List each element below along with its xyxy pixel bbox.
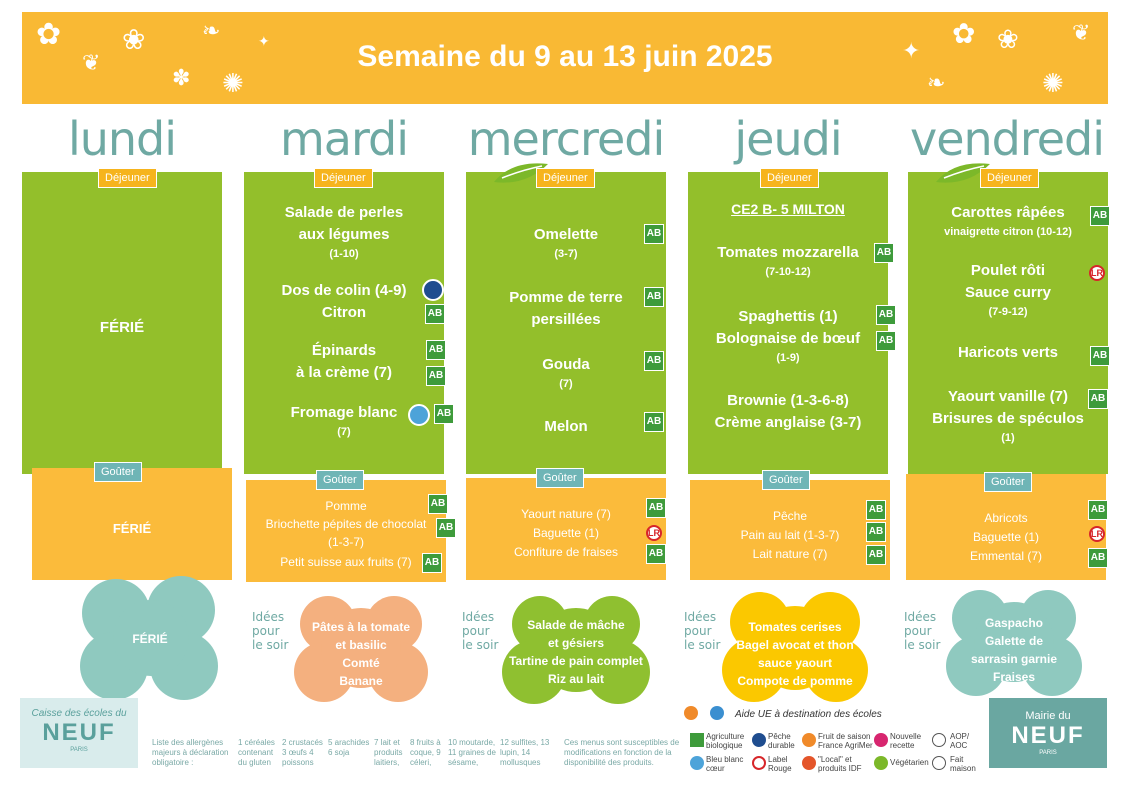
gouter-tag: Goûter xyxy=(536,468,584,488)
lunch-item: Pomme de terre persillées xyxy=(509,289,623,328)
idees-pour-le-soir: Idées pour le soir xyxy=(462,610,499,652)
bird-icon: ❧ xyxy=(927,70,946,95)
snack-item: Pêche xyxy=(772,509,808,523)
day-title-vendredi: vendredi xyxy=(909,112,1105,166)
bio-icon: AB xyxy=(876,331,896,351)
leaf-icon: ❦ xyxy=(1072,20,1091,45)
idees-pour-le-soir: Idées pour le soir xyxy=(904,610,941,652)
snack-item: Baguette (1) xyxy=(972,530,1040,544)
daisy-icon: ✺ xyxy=(1042,68,1064,98)
bio-icon: AB xyxy=(425,304,445,324)
nouvelle-recette-icon xyxy=(874,733,888,747)
vegetarien-icon xyxy=(874,756,888,770)
bleu-blanc-coeur-icon xyxy=(690,756,704,770)
snack-item: Petit suisse aux fruits (7) xyxy=(280,555,412,569)
lunch-panel-mardi xyxy=(244,172,444,474)
bio-icon: AB xyxy=(422,553,442,573)
bio-icon: AB xyxy=(644,412,664,432)
flower-icon: ✿ xyxy=(952,18,976,49)
bio-icon: AB xyxy=(646,498,666,518)
lunch-panel-vendredi xyxy=(908,172,1108,474)
bio-icon: AB xyxy=(434,404,454,424)
bio-icon: AB xyxy=(874,243,894,263)
snack-item: Emmental (7) xyxy=(969,549,1043,563)
butterfly-icon: ❀ xyxy=(122,24,146,55)
day-title-mardi: mardi xyxy=(279,112,409,166)
lunch-item: Épinards à la crème (7) xyxy=(296,342,392,381)
legend-label: Agriculture biologique xyxy=(706,732,745,750)
legend-label: Végétarien xyxy=(890,758,929,767)
peche-durable-icon xyxy=(422,279,444,301)
lunch-item: Yaourt vanille (7) Brisures de spéculos (1) xyxy=(932,388,1084,444)
aop-aoc-icon xyxy=(932,733,946,747)
mairie-du-neuf-logo: Mairie du NEUF PARIS xyxy=(989,698,1107,768)
bio-icon: AB xyxy=(644,224,664,244)
allergen-note: Ces menus sont susceptibles de modifications en fonction de la disponibilité des produits. xyxy=(564,738,680,767)
lunch-panel-mercredi xyxy=(466,172,666,474)
leaf-icon: ❦ xyxy=(82,50,101,75)
dejeuner-tag: Déjeuner xyxy=(980,168,1039,188)
bio-icon: AB xyxy=(644,287,664,307)
fait-maison-icon xyxy=(932,756,946,770)
allergen-note: 10 moutarde, 11 graines de sésame, xyxy=(448,738,496,767)
lunch-item: Dos de colin (4-9) Citron xyxy=(281,282,407,321)
snack-item: Pomme xyxy=(325,499,367,513)
peche-durable-icon xyxy=(752,733,766,747)
allergen-note: 8 fruits à coque, 9 céleri, xyxy=(410,738,441,767)
allergen-note: 5 arachides 6 soja xyxy=(328,738,370,757)
dejeuner-tag: Déjeuner xyxy=(98,168,157,188)
lunch-item: Fromage blanc (7) xyxy=(290,404,398,438)
allergen-note: 2 crustacés 3 œufs 4 poissons xyxy=(282,738,323,767)
label-rouge-icon: LR xyxy=(1089,265,1105,281)
sparkle-icon: ✦ xyxy=(902,38,921,63)
flower-icon: ✽ xyxy=(172,65,191,90)
lunch-item: Carottes râpées vinaigrette citron (10-12) xyxy=(944,204,1072,238)
label-rouge-icon: LR xyxy=(1089,526,1105,542)
aide-ue-icon xyxy=(684,706,698,720)
snack-panel-lundi xyxy=(32,468,232,580)
evening-menu: Tomates cerises Bagel avocat et thon sauce yaourt Compote de pomme xyxy=(736,620,854,688)
bio-icon: AB xyxy=(866,545,886,565)
legend-label: Pêche durable xyxy=(768,732,795,750)
bio-icon: AB xyxy=(1090,346,1110,366)
bio-icon: AB xyxy=(866,500,886,520)
legend-label: Fait maison xyxy=(950,755,976,773)
snack-item: Confiture de fraises xyxy=(513,545,619,559)
lunch-item: Haricots verts xyxy=(957,344,1059,361)
bio-icon: AB xyxy=(644,351,664,371)
label-rouge-icon: LR xyxy=(646,525,662,541)
lunch-item: Melon xyxy=(544,418,588,435)
snack-item: Pain au lait (1-3-7) xyxy=(740,528,840,542)
sparkle-icon: ✦ xyxy=(258,33,270,49)
fruit-saison-icon xyxy=(802,733,816,747)
bio-icon: AB xyxy=(876,305,896,325)
butterfly-icon: ❀ xyxy=(997,24,1019,54)
lunch-item: Poulet rôti Sauce curry (7-9-12) xyxy=(965,262,1051,318)
snack-item: (1-3-7) xyxy=(327,535,364,549)
idees-pour-le-soir: Idées pour le soir xyxy=(252,610,289,652)
snack-panel-mercredi xyxy=(466,478,666,580)
day-title-lundi: lundi xyxy=(67,112,177,166)
legend-label: "Local" et produits IDF xyxy=(818,755,862,773)
bio-icon: AB xyxy=(866,522,886,542)
lunch-item: Salade de perles aux légumes (1-10) xyxy=(284,204,404,260)
page-title: Semaine du 9 au 13 juin 2025 xyxy=(357,40,773,73)
lunch-item: Spaghettis (1) Bolognaise de bœuf (1-9) xyxy=(715,308,861,364)
dejeuner-tag: Déjeuner xyxy=(760,168,819,188)
snack-item: Abricots xyxy=(984,511,1028,525)
allergen-note: 7 lait et produits laitiers, xyxy=(374,738,403,767)
snack-item: Lait nature (7) xyxy=(752,547,828,561)
lunch-item: Tomates mozzarella (7-10-12) xyxy=(717,244,859,278)
bio-icon: AB xyxy=(426,366,446,386)
legend-label: Nouvelle recette xyxy=(890,732,922,750)
caisse-des-ecoles-logo: Caisse des écoles du NEUF PARIS xyxy=(20,698,138,768)
snack-panel-jeudi xyxy=(690,480,890,580)
aide-ue-text: Aide UE à destination des écoles xyxy=(735,709,882,720)
dejeuner-tag: Déjeuner xyxy=(314,168,373,188)
local-idf-icon xyxy=(802,756,816,770)
gouter-tag: Goûter xyxy=(94,462,142,482)
evening-menu: Pâtes à la tomate et basilic Comté Banane xyxy=(311,620,411,688)
gouter-tag: Goûter xyxy=(316,470,364,490)
snack-panel-mardi xyxy=(246,480,446,582)
title-banner xyxy=(22,12,1108,104)
allergen-note: 12 sulfites, 13 lupin, 14 mollusques xyxy=(500,738,550,767)
bio-icon: AB xyxy=(426,340,446,360)
bird-icon: ❧ xyxy=(202,18,221,43)
gouter-tag: Goûter xyxy=(762,470,810,490)
legend-label: Fruit de saison France AgriMer xyxy=(818,732,873,750)
allergen-note: 1 céréales contenant du gluten xyxy=(238,738,275,767)
legend-label: Bleu blanc cœur xyxy=(706,755,744,773)
legend-label: AOP/ AOC xyxy=(950,732,970,750)
snack-item: Briochette pépites de chocolat xyxy=(265,517,427,531)
gouter-tag: Goûter xyxy=(984,472,1032,492)
bio-icon: AB xyxy=(1088,500,1108,520)
bio-icon: AB xyxy=(1090,206,1110,226)
daisy-icon: ✺ xyxy=(222,68,244,98)
allergen-note: Liste des allergènes majeurs à déclaration obligatoire : xyxy=(152,738,229,767)
dejeuner-tag: Déjeuner xyxy=(536,168,595,188)
bio-icon: AB xyxy=(1088,548,1108,568)
day-title-mercredi: mercredi xyxy=(467,112,665,166)
evening-item: FÉRIÉ xyxy=(132,632,168,646)
label-rouge-icon xyxy=(752,756,766,770)
snack-item: Baguette (1) xyxy=(532,526,600,540)
bleu-blanc-coeur-icon xyxy=(408,404,430,426)
snack-item: FÉRIÉ xyxy=(112,521,152,536)
snack-item: Yaourt nature (7) xyxy=(521,507,611,521)
lunch-panel-lundi xyxy=(22,172,222,474)
lunch-item: Brownie (1-3-6-8) Crème anglaise (3-7) xyxy=(714,392,862,431)
bio-icon xyxy=(690,733,704,747)
legend-label: Label Rouge xyxy=(768,755,792,773)
lunch-item: Gouda (7) xyxy=(542,356,590,390)
day-title-jeudi: jeudi xyxy=(734,112,842,166)
bio-icon: AB xyxy=(428,494,448,514)
evening-menu: Gaspacho Galette de sarrasin garnie Fraises xyxy=(970,616,1058,684)
bio-icon: AB xyxy=(1088,389,1108,409)
bio-icon: AB xyxy=(436,518,456,538)
lunch-item: Omelette (3-7) xyxy=(533,226,599,260)
eu-flag-icon xyxy=(710,706,724,720)
evening-menu: Salade de mâche et gésiers Tartine de pain complet Riz au lait xyxy=(509,618,643,686)
lunch-panel-jeudi xyxy=(688,172,888,474)
lunch-item: FÉRIÉ xyxy=(99,319,145,336)
lunch-header: CE2 B- 5 MILTON xyxy=(731,201,845,217)
idees-pour-le-soir: Idées pour le soir xyxy=(684,610,721,652)
flower-icon: ✿ xyxy=(36,18,62,51)
bio-icon: AB xyxy=(646,544,666,564)
